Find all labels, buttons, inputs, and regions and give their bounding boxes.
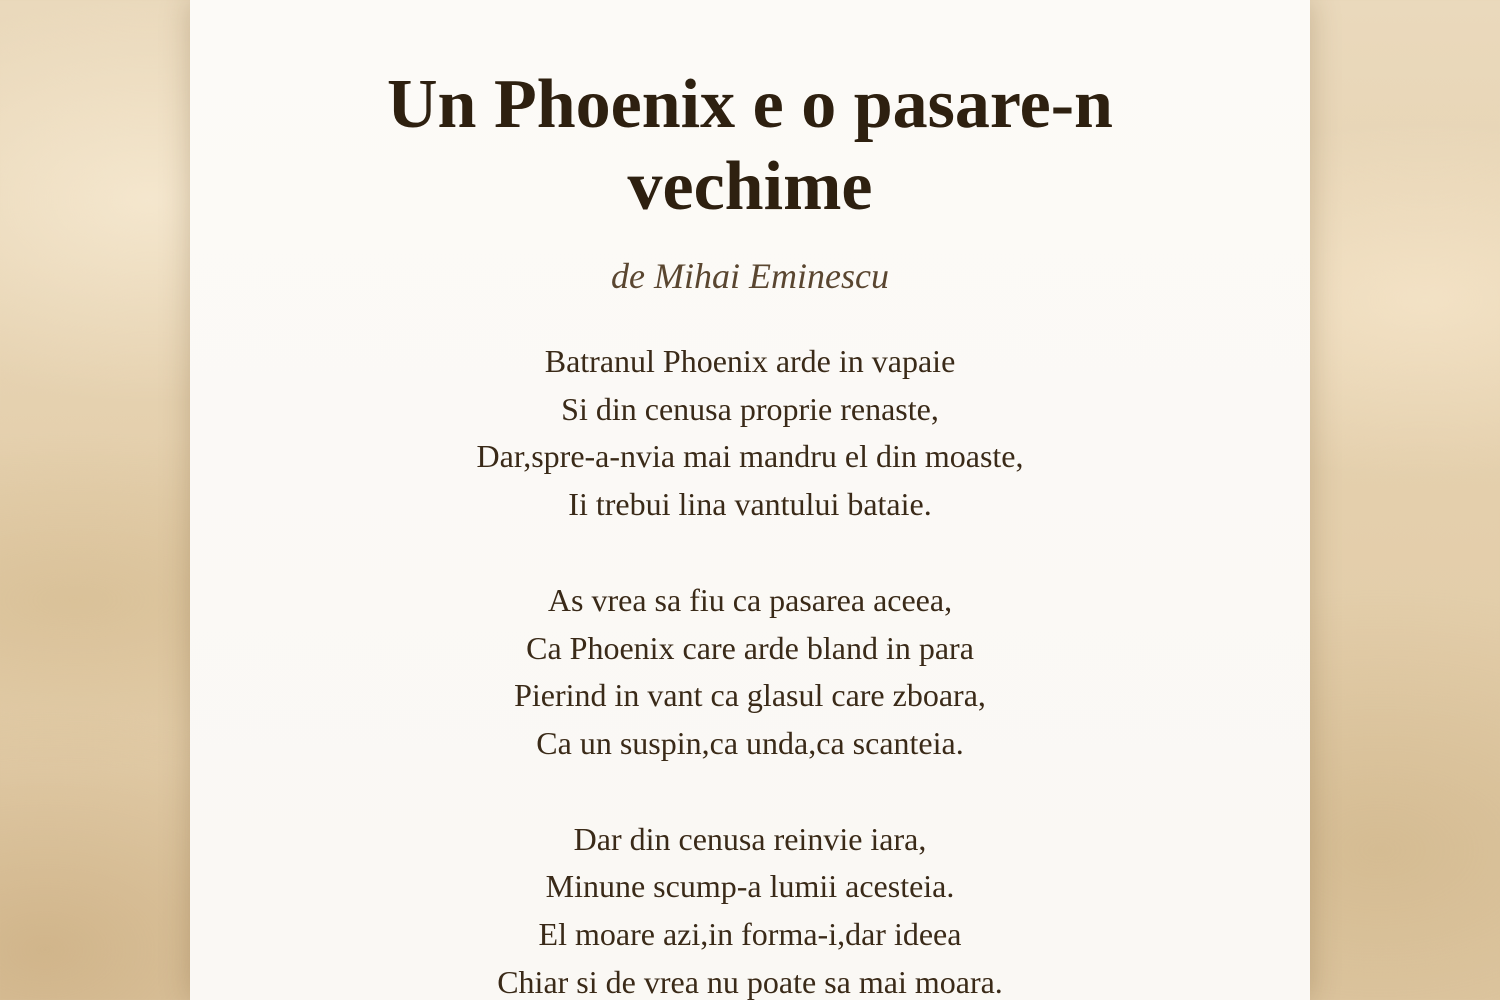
poem-line: As vrea sa fiu ca pasarea aceea, — [547, 581, 953, 618]
poem-line: Dar,spre-a-nvia mai mandru el din moaste, — [476, 438, 1024, 475]
poem-line: Batranul Phoenix arde in vapaie — [544, 343, 956, 379]
poem-line: Si din cenusa proprie renaste, — [561, 390, 939, 427]
poem-line: Minune scump-a lumii acesteia. — [545, 868, 955, 905]
poem-line: Ca Phoenix care arde bland in para — [526, 629, 974, 666]
poem-body — [190, 338, 1310, 1000]
poem-author: de Mihai Eminescu — [611, 256, 889, 296]
stanza-2 — [190, 577, 1310, 768]
poem-title: Un Phoenix e o pasare-n vechime — [387, 66, 1113, 225]
poem-line: El moare azi,in forma-i,dar ideea — [538, 916, 962, 953]
stanza-1 — [190, 338, 1310, 529]
poem-line: Ii trebui lina vantului bataie. — [568, 486, 932, 523]
poem-line: Chiar si de vrea nu poate sa mai moara. — [497, 963, 1003, 1000]
poem-line: Dar din cenusa reinvie iara, — [573, 820, 927, 857]
poem-line: Ca un suspin,ca unda,ca scanteia. — [536, 724, 964, 761]
stanza-3 — [190, 816, 1310, 1000]
poem-page — [190, 0, 1310, 1000]
poem-line: Pierind in vant ca glasul care zboara, — [514, 677, 986, 714]
